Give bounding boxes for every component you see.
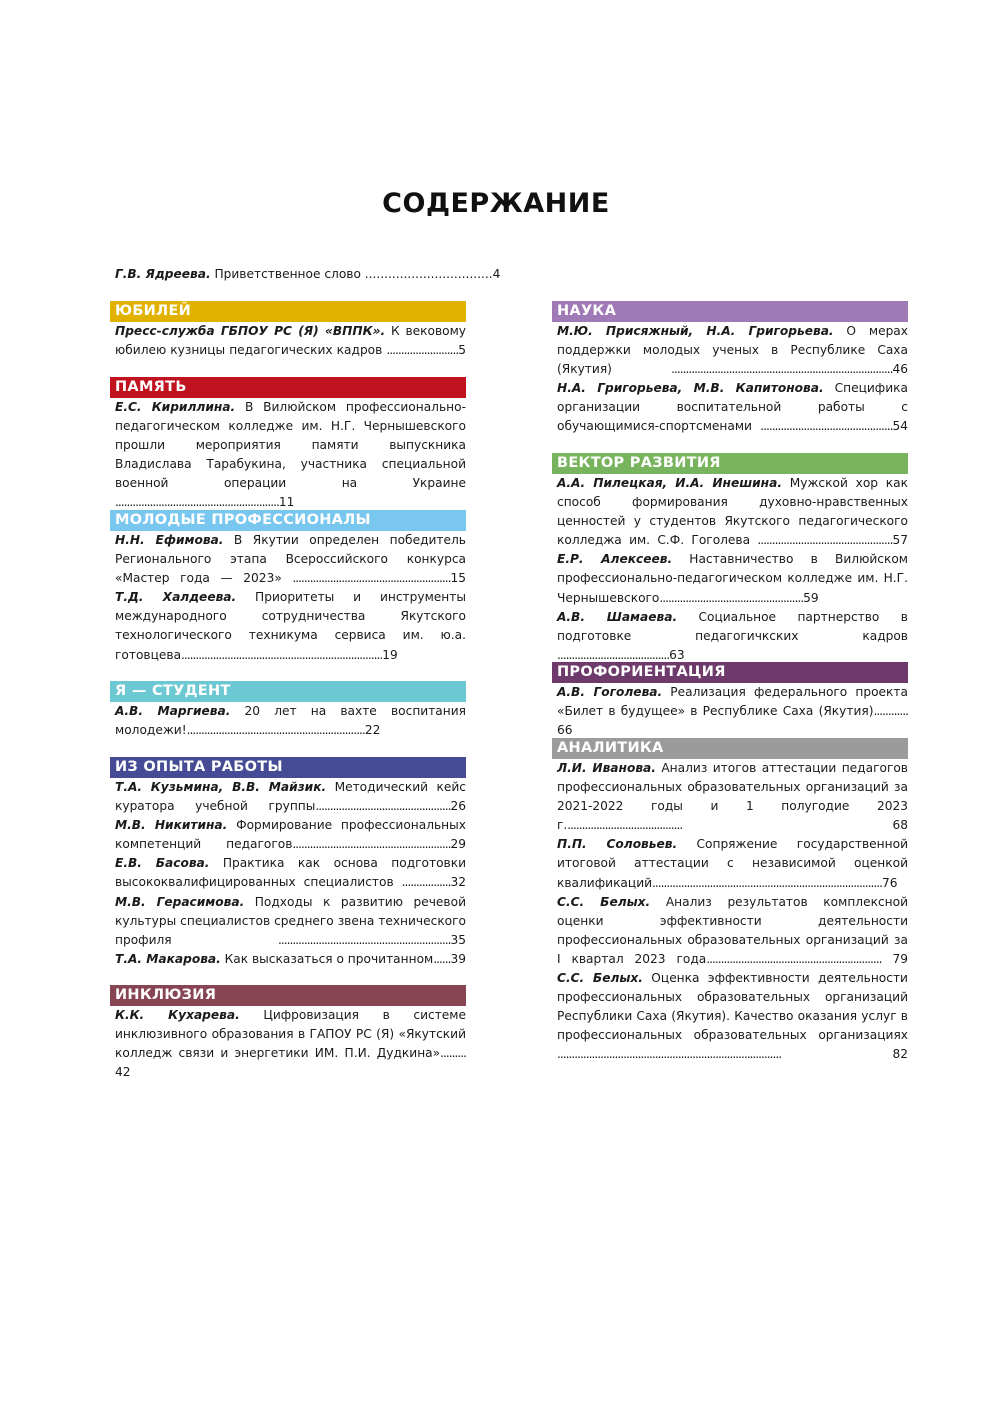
section-inklyuziya <box>110 985 466 1082</box>
entry-title: Практика как основа подготовки высококвалифицированных специалистов <box>115 856 466 890</box>
entry-title: Социальное партнерство в подготовке педагогичкских кадров <box>557 609 908 643</box>
leader-dots: ............................................... <box>315 799 451 814</box>
page-number: 22 <box>364 723 381 738</box>
leader-dots: ....................................................... <box>292 571 451 586</box>
entry-title: Как высказаться о прочитанном <box>220 951 434 966</box>
toc-entry[interactable] <box>110 854 466 892</box>
toc-entry[interactable] <box>552 759 908 835</box>
entry-author: А.В. Маргиева. <box>115 704 231 718</box>
section-header: НАУКА <box>552 301 908 322</box>
entry-title: Цифровизация в системе инклюзивного образования в ГАПОУ РС (Я) «Якутский колледж связи и энергетики ИМ. П.И. Дудкина» <box>115 1008 466 1061</box>
entry-title: Наставничество в Вилюйском профессионально-педагогическом колледже им. Н.Г. Чернышевского <box>557 552 908 605</box>
section-header: ВЕКТОР РАЗВИТИЯ <box>552 453 908 474</box>
leader-dots: ............................................... <box>757 533 893 548</box>
entry-author: Т.А. Макарова. <box>115 951 221 966</box>
entry-author: Е.С. Кириллина. <box>115 400 236 414</box>
entry-author: Н.А. Григорьева, М.В. Капитонова. <box>557 381 824 396</box>
leader-dots: ............ <box>873 704 908 719</box>
leader-dots: ...... <box>433 951 451 966</box>
entry-author: Т.Д. Халдеева. <box>115 590 237 605</box>
entry-author: Е.Р. Алексеев. <box>557 552 673 567</box>
page-number: 42 <box>115 1065 131 1080</box>
page-number: 35 <box>450 932 466 947</box>
entry-author: Е.В. Басова. <box>115 856 210 871</box>
section-header: МОЛОДЫЕ ПРОФЕССИОНАЛЫ <box>110 510 466 531</box>
toc-entry[interactable] <box>110 322 466 360</box>
toc-entry[interactable] <box>110 531 466 588</box>
entry-title: Приоритеты и инструменты международного сотрудничества Якутского технологического техникума сервиса им. ю.а. готовцева <box>115 590 466 662</box>
toc-entry[interactable] <box>552 550 908 607</box>
page-number: 79 <box>881 951 908 966</box>
leader-dots: ........................................ <box>567 818 683 833</box>
section-header: ПАМЯТЬ <box>110 377 466 398</box>
toc-entry[interactable] <box>552 683 908 740</box>
page-number: 29 <box>450 837 466 852</box>
leader-dots: .................................................. <box>659 590 804 605</box>
section-student <box>110 681 466 740</box>
entry-title: К вековому юбилею кузницы педагогических кадров <box>115 324 466 358</box>
section-yubiley <box>110 301 466 360</box>
entry-author: М.В. Герасимова. <box>115 894 245 909</box>
leader-dots: ....................................................... <box>292 837 451 852</box>
page-number: 4 <box>492 267 501 281</box>
page-number: 15 <box>450 571 466 586</box>
entry-author: А.А. Пилецкая, И.А. Инешина. <box>557 476 782 490</box>
leader-dots: ............................................................................. <box>671 362 893 377</box>
page-number: 5 <box>458 343 466 358</box>
toc-entry[interactable] <box>552 379 908 436</box>
page-number: 63 <box>669 647 685 662</box>
entry-author: С.С. Белых. <box>557 894 651 909</box>
toc-entry[interactable] <box>110 950 466 969</box>
page-number: 11 <box>278 495 295 510</box>
leader-dots: ......................... <box>386 343 459 358</box>
entry-title: Подходы к развитию речевой культуры специалистов среднего звена технического профиля <box>115 894 466 947</box>
section-header: Я — СТУДЕНТ <box>110 681 466 702</box>
entry-author: М.Ю. Присяжный, Н.А. Григорьева. <box>557 324 834 338</box>
section-header: ИЗ ОПЫТА РАБОТЫ <box>110 757 466 778</box>
entry-author: С.С. Белых. <box>557 971 643 986</box>
entry-author: А.В. Гоголева. <box>557 685 663 699</box>
entry-author: К.К. Кухарева. <box>115 1008 240 1022</box>
section-header: АНАЛИТИКА <box>552 738 908 759</box>
section-opyt <box>110 757 466 969</box>
toc-entry-intro[interactable] <box>110 265 501 284</box>
leader-dots: ................................. <box>364 267 493 281</box>
leader-dots: .............................................................. <box>186 723 365 738</box>
toc-entry[interactable] <box>110 702 466 740</box>
entry-author: А.В. Шамаева. <box>557 609 678 624</box>
section-header: ПРОФОРИЕНТАЦИЯ <box>552 662 908 683</box>
entry-title: Анализ итогов аттестации педагогов профессиональных образовательных организаций за 2021-2022 годы и 1 полугодие 2023 г. <box>557 761 908 833</box>
entry-title: Формирование профессиональных компетенций педагогов <box>115 818 466 852</box>
toc-entry[interactable] <box>552 322 908 379</box>
page-number: 57 <box>892 533 908 548</box>
entry-title: Оценка эффективности деятельности профессиональных образовательных организаций Республики Саха (Якутия). Качество оказания услуг в профессиональных образовательных организациях <box>557 971 908 1043</box>
entry-title: Сопряжение государственной итоговой аттестации с независимой оценкой квалификаций <box>557 837 908 890</box>
leader-dots: ................................................................................ <box>652 875 882 890</box>
entry-author: Л.И. Иванова. <box>557 761 656 775</box>
leader-dots: ...................................................................... <box>181 647 383 662</box>
toc-entry[interactable] <box>552 608 908 665</box>
entry-author: М.В. Никитина. <box>115 818 228 833</box>
page-number: 26 <box>450 799 466 814</box>
leader-dots: ............................................................ <box>278 932 451 947</box>
entry-title: 20 лет на вахте воспитания молодежи! <box>115 704 466 738</box>
section-nauka <box>552 301 908 437</box>
page-title: СОДЕРЖАНИЕ <box>382 188 610 219</box>
entry-title: Мужской хор как способ формирования духовно-нравственных ценностей у студентов Якутского педагогического колледжа им. С.Ф. Гоголева <box>557 476 908 548</box>
toc-entry[interactable] <box>552 893 908 969</box>
page-number: 46 <box>892 362 908 377</box>
entry-author: Т.А. Кузьмина, В.В. Майзик. <box>115 780 327 794</box>
toc-entry[interactable] <box>110 893 466 950</box>
toc-entry[interactable] <box>110 778 466 816</box>
leader-dots: ....................................... <box>557 647 670 662</box>
toc-entry[interactable] <box>552 474 908 550</box>
entry-title: Методический кейс куратора учебной группы <box>115 780 467 814</box>
section-analitika <box>552 738 908 1065</box>
page-number: 54 <box>892 419 908 434</box>
entry-title: О мерах поддержки молодых ученых в Республике Саха (Якутия) <box>557 324 908 377</box>
section-vektor <box>552 453 908 665</box>
entry-title: Приветственное слово <box>210 267 365 281</box>
toc-entry[interactable] <box>552 835 908 892</box>
section-header: ИНКЛЮЗИЯ <box>110 985 466 1006</box>
section-pamyat <box>110 377 466 513</box>
entry-author: Пресс-служба ГБПОУ РС (Я) «ВППК». <box>115 324 386 338</box>
section-molodye <box>110 510 466 665</box>
entry-title: Специфика организации воспитательной работы с обучающимися-спортсменами <box>557 381 908 434</box>
page-number: 82 <box>781 1047 908 1062</box>
entry-title: Анализ результатов комплексной оценки эффективности деятельности профессиональных образовательных организаций за I квартал 2023 года <box>557 894 908 966</box>
page-number: 32 <box>450 875 466 890</box>
leader-dots: .............................................. <box>760 419 893 434</box>
entry-author: Г.В. Ядреева. <box>115 267 211 281</box>
leader-dots: ............................................................. <box>706 951 882 966</box>
page-number: 59 <box>803 590 819 605</box>
leader-dots: .............................................................................. <box>557 1047 782 1062</box>
section-proforientatsiya <box>552 662 908 740</box>
page-number: 39 <box>450 951 467 966</box>
leader-dots: ......... <box>440 1046 466 1061</box>
toc-entry[interactable] <box>110 588 466 664</box>
toc-entry[interactable] <box>110 398 466 513</box>
entry-title: Реализация федерального проекта «Билет в будущее» в Республике Саха (Якутия) <box>557 685 908 719</box>
leader-dots: ......................................................... <box>115 495 279 510</box>
entry-title: В Вилюйском профессионально-педагогическом колледже им. Н.Г. Чернышевского прошли мероприятия памяти выпускника Владислава Тарабукина, участника специальной военной операции на Украине <box>115 400 466 491</box>
leader-dots: ................. <box>401 875 451 890</box>
section-header: ЮБИЛЕЙ <box>110 301 466 322</box>
entry-author: Н.Н. Ефимова. <box>115 533 224 547</box>
page-number: 76 <box>881 875 898 890</box>
page-number: 66 <box>557 723 573 738</box>
toc-entry[interactable] <box>110 1006 466 1082</box>
toc-entry[interactable] <box>552 969 908 1064</box>
entry-author: П.П. Соловьев. <box>557 837 678 852</box>
toc-entry[interactable] <box>110 816 466 854</box>
page-number: 19 <box>382 647 398 662</box>
entry-title: В Якутии определен победитель Регионального этапа Всероссийского конкурса «Мастер года — 2023» <box>115 533 466 586</box>
page-number: 68 <box>682 818 908 833</box>
